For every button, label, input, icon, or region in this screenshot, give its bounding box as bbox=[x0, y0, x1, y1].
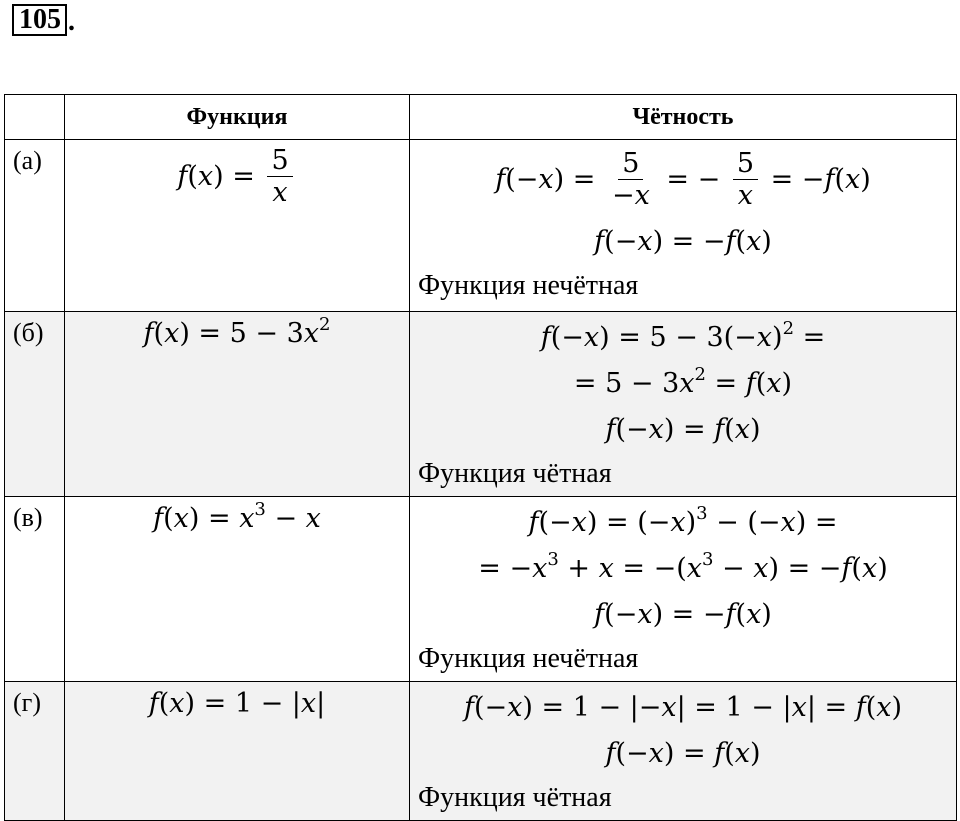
row-label-cell bbox=[5, 497, 65, 682]
row-label-cell bbox=[5, 682, 65, 821]
row-label: (б) bbox=[13, 318, 44, 347]
conclusion-text: Функция чётная bbox=[418, 458, 612, 489]
header-function: Функция bbox=[65, 95, 410, 140]
derivation-line: $f(-x) = (-x)^3 - (-x)$ = bbox=[528, 502, 838, 538]
header-parity: Чётность bbox=[410, 95, 957, 140]
result-line: f(−x) = f(x) bbox=[605, 737, 761, 769]
result-line: f(−x) = −f(x) bbox=[594, 598, 772, 630]
function-formula: $f(x) = x^3 - x$ bbox=[153, 499, 321, 534]
parity-cell bbox=[410, 682, 957, 821]
header-index bbox=[5, 95, 65, 140]
conclusion-text: Функция нечётная bbox=[418, 270, 639, 301]
function-cell bbox=[65, 140, 410, 312]
row-label-cell bbox=[5, 140, 65, 312]
derivation-line: f(−x) = $\frac{5}{-x}$ = − $\frac{5}{x}$ = −f(x) bbox=[495, 147, 871, 211]
function-cell bbox=[65, 497, 410, 682]
problem-number bbox=[12, 6, 75, 36]
function-formula: $f(x) = 5 - 3x^2$ bbox=[143, 314, 331, 349]
parity-cell bbox=[410, 497, 957, 682]
table-row bbox=[5, 682, 957, 821]
parity-cell bbox=[410, 312, 957, 497]
derivation-line: $f(-x) = 5 - 3(-x)^2$ = bbox=[540, 317, 826, 353]
derivation-line: = $5 - 3x^2 = f(x)$ bbox=[573, 363, 793, 399]
table-row bbox=[5, 312, 957, 497]
row-label: (г) bbox=[13, 688, 41, 717]
row-label: (а) bbox=[13, 146, 42, 175]
result-line: f(−x) = −f(x) bbox=[594, 225, 772, 257]
table-row bbox=[5, 497, 957, 682]
conclusion-text: Функция нечётная bbox=[418, 643, 639, 674]
parity-cell bbox=[410, 140, 957, 312]
table-row bbox=[5, 140, 957, 312]
problem-number-box: 105 bbox=[12, 4, 67, 36]
derivation-line: f(−x) = 1 − |−x| = 1 − |x| = f(x) bbox=[463, 691, 903, 723]
function-formula: f(x) = $\frac{5}{x}$ bbox=[65, 140, 409, 209]
header-row bbox=[5, 95, 957, 140]
row-label-cell bbox=[5, 312, 65, 497]
problem-number-dot: . bbox=[68, 6, 75, 37]
derivation-line: = $-x^3 + x = -(x^3 - x) = -f(x)$ bbox=[478, 548, 888, 584]
function-cell bbox=[65, 682, 410, 821]
function-cell bbox=[65, 312, 410, 497]
result-line: f(−x) = f(x) bbox=[605, 413, 761, 445]
conclusion-text: Функция чётная bbox=[418, 782, 612, 813]
row-label: (в) bbox=[13, 503, 43, 532]
parity-table bbox=[4, 94, 957, 821]
function-formula: f(x) = 1 − |x| bbox=[148, 688, 326, 719]
